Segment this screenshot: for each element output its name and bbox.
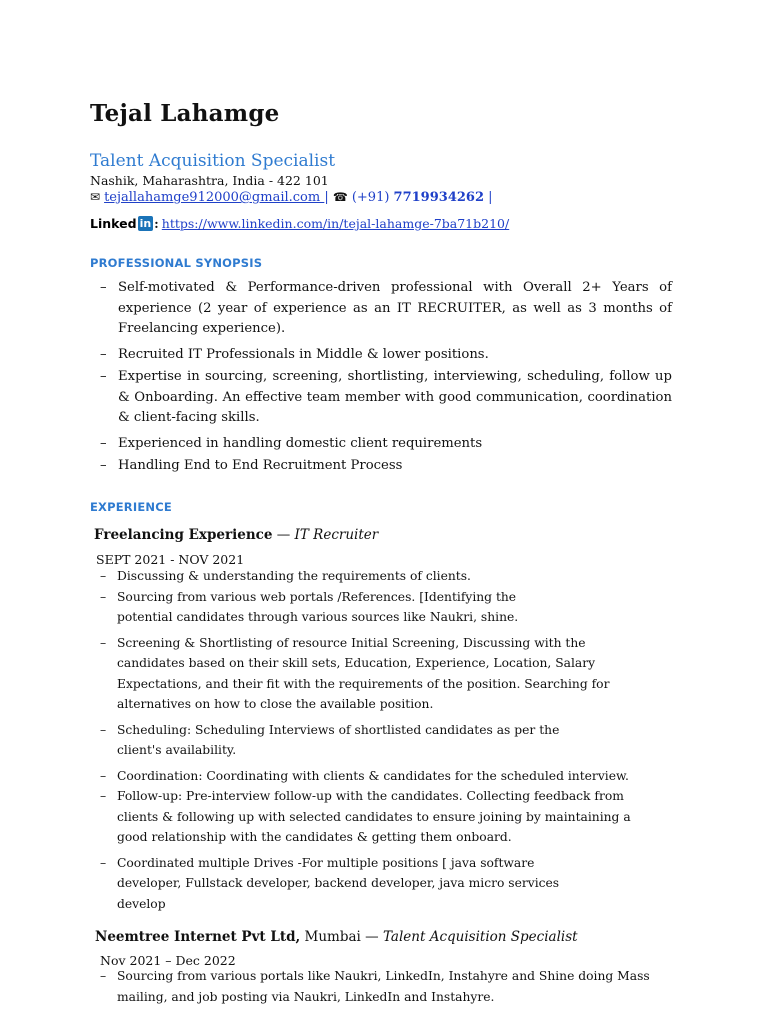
contact-line	[90, 190, 493, 205]
synopsis-list	[100, 278, 672, 479]
job-location: Mumbai	[300, 929, 361, 945]
experience-heading: EXPERIENCE	[90, 500, 172, 514]
list-item: – Expertise in sourcing, screening, shortlisting, interviewing, scheduling, follow up & Onboarding. An effective team member with good communication, coordination & client-facing skills.	[100, 369, 672, 425]
linkedin-link[interactable]: https://www.linkedin.com/in/tejal-lahamge-7ba71b210/	[161, 216, 510, 231]
linkedin-logo-text: Linked	[90, 216, 137, 231]
email-link[interactable]: tejallahamge912000@gmail.com	[104, 190, 325, 205]
job-title-line: Neemtree Internet Pvt Ltd, Mumbai — Talent Acquisition Specialist	[95, 929, 578, 945]
address: Nashik, Maharashtra, India - 422 101	[90, 173, 329, 188]
job-duties-list	[100, 566, 660, 914]
linkedin-logo-in: in	[139, 217, 152, 230]
list-item: – Experienced in handling domestic client requirements	[100, 435, 483, 451]
list-item: – Recruited IT Professionals in Middle & lower positions.	[100, 346, 489, 362]
candidate-name: Tejal Lahamge	[90, 100, 280, 127]
list-item: – Discussing & understanding the requirements of clients.	[100, 569, 471, 583]
candidate-role: Talent Acquisition Specialist	[90, 151, 336, 171]
linkedin-row	[90, 216, 509, 231]
job-dates: SEPT 2021 - NOV 2021	[96, 552, 245, 567]
company-name: Neemtree Internet Pvt Ltd,	[95, 929, 301, 945]
phone-icon: ☎	[332, 190, 348, 204]
separator: |	[324, 190, 329, 205]
list-item: – Scheduling: Scheduling Interviews of shortlisted candidates as per the client's availability.	[100, 722, 560, 757]
job-dates: Nov 2021 – Dec 2022	[100, 953, 236, 968]
list-item: – Follow-up: Pre-interview follow-up with the candidates. Collecting feedback from clients & following up with selected candidates to ensure joining by maintaining a good relationship with the candidates & getting them onboard.	[100, 789, 631, 844]
job-title-line: Freelancing Experience — IT Recruiter	[94, 527, 379, 543]
separator: |	[488, 190, 493, 205]
phone-prefix: (+91)	[351, 190, 390, 205]
synopsis-heading: PROFESSIONAL SYNOPSIS	[90, 256, 263, 270]
list-item: – Sourcing from various portals like Naukri, LinkedIn, Instahyre and Shine doing Mass mailing, and job posting via Naukri, LinkedIn and Instahyre.	[100, 969, 650, 1004]
list-item: – Handling End to End Recruitment Process	[100, 458, 403, 473]
phone-number: 7719934262	[393, 190, 485, 205]
list-item: – Screening & Shortlisting of resource Initial Screening, Discussing with the candidates based on their skill sets, Education, Experience, Location, Salary Expectations, and their fit with the requirements of the position. Searching for alternatives on how to close the available position.	[100, 635, 610, 711]
list-item: – Coordinated multiple Drives -For multiple positions [ java software developer, Fullstack developer, backend developer, java micro services develop	[100, 855, 560, 911]
job-role: Talent Acquisition Specialist	[382, 929, 578, 945]
list-item: – Sourcing from various web portals /References. [Identifying the potential candidates through various sources like Naukri, shine.	[100, 589, 519, 624]
list-item: – Self-motivated & Performance-driven professional with Overall 2+ Years of experience (2 year of experience as an IT RECRUITER, as well as 3 months of Freelancing experience).	[100, 280, 672, 336]
linkedin-colon: :	[154, 216, 159, 231]
company-name: Freelancing Experience	[94, 527, 273, 543]
list-item: – Coordination: Coordinating with clients & candidates for the scheduled interview.	[100, 768, 629, 783]
job-duties-list	[100, 966, 660, 1007]
job-role: IT Recruiter	[294, 527, 379, 543]
envelope-icon: ✉	[90, 190, 101, 204]
linkedin-logo-icon	[90, 216, 153, 231]
